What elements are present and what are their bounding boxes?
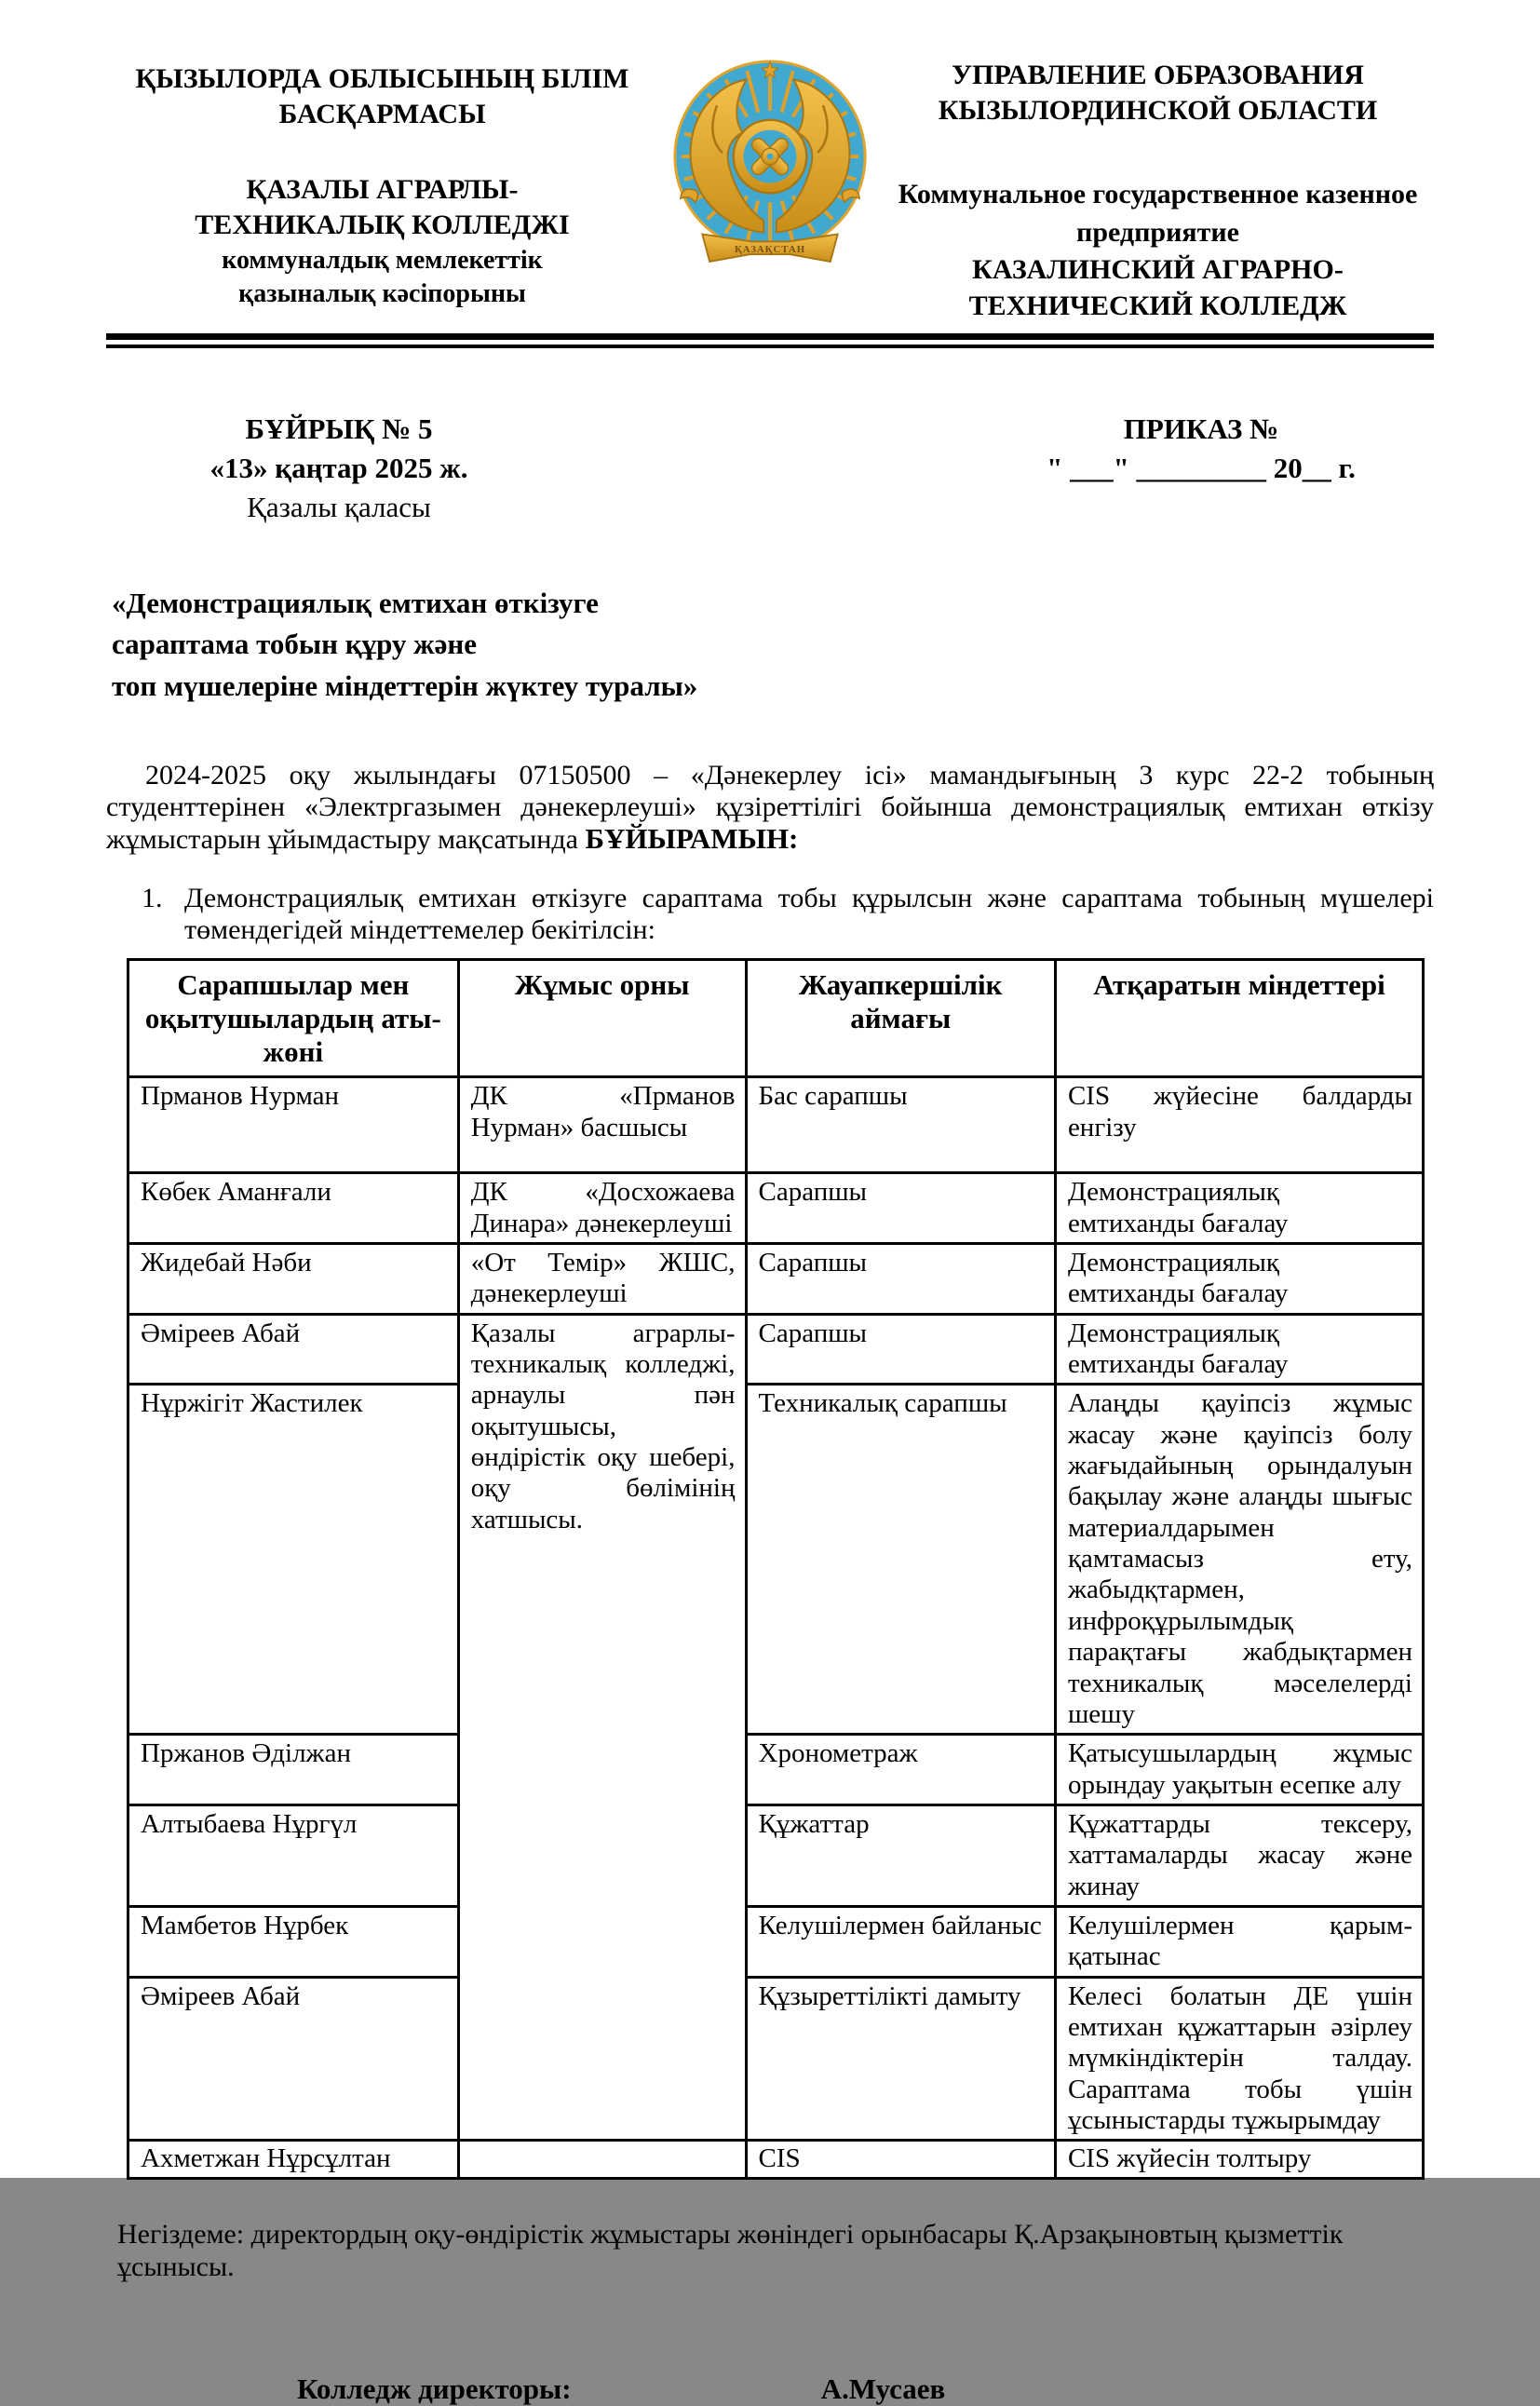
table-row (128, 2141, 1424, 2179)
org-right-department: УПРАВЛЕНИЕ ОБРАЗОВАНИЯ КЫЗЫЛОРДИНСКОЙ ОБЛАСТИ (938, 60, 1378, 126)
item-text: Демонстрациялық емтихан өткізуге сараптама тобы құрылсын және сараптама тобының мүшелері төмендегідей міндеттемелер бекітілсін: (184, 883, 1434, 945)
table-row (128, 1977, 1424, 2141)
cell-workplace: ДК «Прманов Нурман» басшысы (458, 1077, 746, 1173)
experts-table (127, 958, 1425, 2180)
order-number-ru: ПРИКАЗ № (1123, 412, 1279, 445)
order-number-kk: БҰЙРЫҚ № 5 (245, 412, 433, 445)
table-row (128, 1804, 1424, 1906)
cell-duty: CIS жүйесін толтыру (1055, 2141, 1423, 2179)
table-row (128, 1173, 1424, 1244)
cell-area: Құжаттар (746, 1804, 1055, 1906)
body-resolution-word: БҰЙЫРАМЫН: (585, 821, 799, 855)
table-row (128, 1314, 1424, 1385)
order-heading (106, 410, 1434, 527)
cell-duty: Келесі болатын ДЕ үшін емтихан құжаттарын әзірлеу мүмкіндіктерін талдау. Сараптама тобы үшін ұсыныстарды тұжырымдау (1055, 1977, 1423, 2141)
table-row (128, 1244, 1424, 1315)
org-left-department: ҚЫЗЫЛОРДА ОБЛЫСЫНЫҢ БІЛІМ БАСҚАРМАСЫ (135, 63, 629, 129)
order-basis-line: Негіздеме: директордың оқу-өндірістік жұмыстары жөніндегі орынбасары Қ.Арзақыновтың қызметтік ұсынысы. (117, 2219, 1344, 2282)
cell-name: Әміреев Абай (128, 1314, 459, 1385)
item-number: 1. (142, 883, 163, 914)
order-date-blank-ru: " ___" _________ 20__ г. (1047, 451, 1356, 484)
org-name-kazakh (106, 47, 658, 312)
cell-duty: CIS жүйесіне балдарды енгізу (1055, 1077, 1423, 1173)
col-header-area: Жауапкершілік аймағы (746, 960, 1055, 1077)
cell-duty: Демонстрациялық емтиханды бағалау (1055, 1173, 1423, 1244)
cell-area: Келушілермен байланыс (746, 1906, 1055, 1977)
cell-duty: Алаңды қауіпсіз жұмыс жасау және қауіпсіз болу жағыдайының орындалуын бақылау және алаңды шығыс материалдарымен қамтамасыз ету, жабыдқтармен, инфроқұрылымдық парақтағы жабдықтармен техникалық мәселелерді шешу (1055, 1385, 1423, 1735)
cell-duty: Қатысушылардың жұмыс орындау уақытын есепке алу (1055, 1735, 1423, 1805)
cell-area: Сарапшы (746, 1173, 1055, 1244)
cell-area: Техникалық сарапшы (746, 1385, 1055, 1735)
cell-name: Мамбетов Нұрбек (128, 1906, 459, 1977)
org-left-enterprise-type: коммуналдық мемлекеттік қазыналық кәсіпорыны (222, 246, 543, 309)
cell-area: CIS (746, 2141, 1055, 2179)
cell-name: Прманов Нурман (128, 1077, 459, 1173)
signature-name: А.Мусаев (820, 2372, 946, 2406)
cell-area: Құзыреттілікті дамыту (746, 1977, 1055, 2141)
subject-line-1: «Демонстрациялық емтихан өткізуге (112, 586, 599, 619)
cell-duty: Келушілермен қарым-қатынас (1055, 1906, 1423, 1977)
order-body-paragraph (106, 760, 1434, 855)
cell-area: Хронометраж (746, 1735, 1055, 1805)
table-row (128, 1385, 1424, 1735)
org-name-russian (882, 47, 1434, 324)
cell-workplace: «От Темір» ЖШС, дәнекерлеуші (458, 1244, 746, 1315)
order-item-1 (106, 883, 1434, 945)
cell-workplace-merged: Қазалы аграрлы-техникалық колледжі, арнаулы пән оқытушысы, өндірістік оқу шебері, оқу бөлімінің хатшысы. (458, 1314, 746, 2141)
cell-name: Пржанов Әділжан (128, 1735, 459, 1805)
subject-line-3: топ мүшелеріне міндеттерін жүктеу туралы» (112, 669, 698, 703)
org-left-college: ҚАЗАЛЫ АГРАРЛЫ-ТЕХНИКАЛЫҚ КОЛЛЕДЖІ (195, 174, 570, 240)
signature-block (106, 2372, 1434, 2406)
table-header-row (128, 960, 1424, 1077)
cell-workplace: ДК «Досхожаева Динара» дәнекерлеуші (458, 1173, 746, 1244)
org-right-enterprise-type: Коммунальное государственное казенное предприятие (898, 179, 1418, 248)
order-city: Қазалы қаласы (247, 490, 431, 523)
col-header-workplace: Жұмыс орны (458, 960, 746, 1077)
subject-line-2: сараптама тобын құру және (112, 628, 478, 661)
cell-name: Нұржігіт Жастилек (128, 1385, 459, 1735)
emblem-banner-text: ҚАЗАҚСТАН (734, 244, 806, 256)
col-header-duties: Атқаратын міндеттері (1055, 960, 1423, 1077)
cell-duty: Құжаттарды тексеру, хаттамаларды жасау және жинау (1055, 1804, 1423, 1906)
cell-area: Сарапшы (746, 1244, 1055, 1315)
org-right-college: КАЗАЛИНСКИЙ АГРАРНО-ТЕХНИЧЕСКИЙ КОЛЛЕДЖ (968, 254, 1347, 321)
table-row (128, 1906, 1424, 1977)
header-divider (106, 333, 1434, 348)
cell-name: Көбек Аманғали (128, 1173, 459, 1244)
letterhead (106, 47, 1434, 324)
cell-duty: Демонстрациялық емтиханды бағалау (1055, 1244, 1423, 1315)
col-header-name: Сарапшылар мен оқытушылардың аты-жөні (128, 960, 459, 1077)
cell-name: Әміреев Абай (128, 1977, 459, 2141)
cell-area: Бас сарапшы (746, 1077, 1055, 1173)
cell-name: Ахметжан Нұрсұлтан (128, 2141, 459, 2179)
cell-duty: Демонстрациялық емтиханды бағалау (1055, 1314, 1423, 1385)
cell-area: Сарапшы (746, 1314, 1055, 1385)
signature-title: Колледж директоры: (297, 2372, 572, 2406)
order-subject (106, 583, 1434, 709)
table-row (128, 1735, 1424, 1805)
body-text: 2024-2025 оқу жылындағы 07150500 – «Дәнекерлеу ісі» мамандығының 3 курс 22-2 тобының студенттерінен «Электргазымен дәнекерлеуші» құзіреттілігі бойынша демонстрациялық емтихан өткізу жұмыстарын ұйымдастыру мақсатында (106, 760, 1434, 855)
emblem-container (658, 47, 882, 270)
order-heading-kazakh (106, 410, 572, 527)
kazakhstan-emblem-icon (669, 52, 871, 270)
cell-name: Алтыбаева Нұргүл (128, 1804, 459, 1906)
order-date-kk: «13» қаңтар 2025 ж. (209, 451, 468, 484)
cell-name: Жидебай Нәби (128, 1244, 459, 1315)
table-row (128, 1077, 1424, 1173)
order-heading-russian (968, 410, 1434, 527)
cell-workplace-empty (458, 2141, 746, 2179)
